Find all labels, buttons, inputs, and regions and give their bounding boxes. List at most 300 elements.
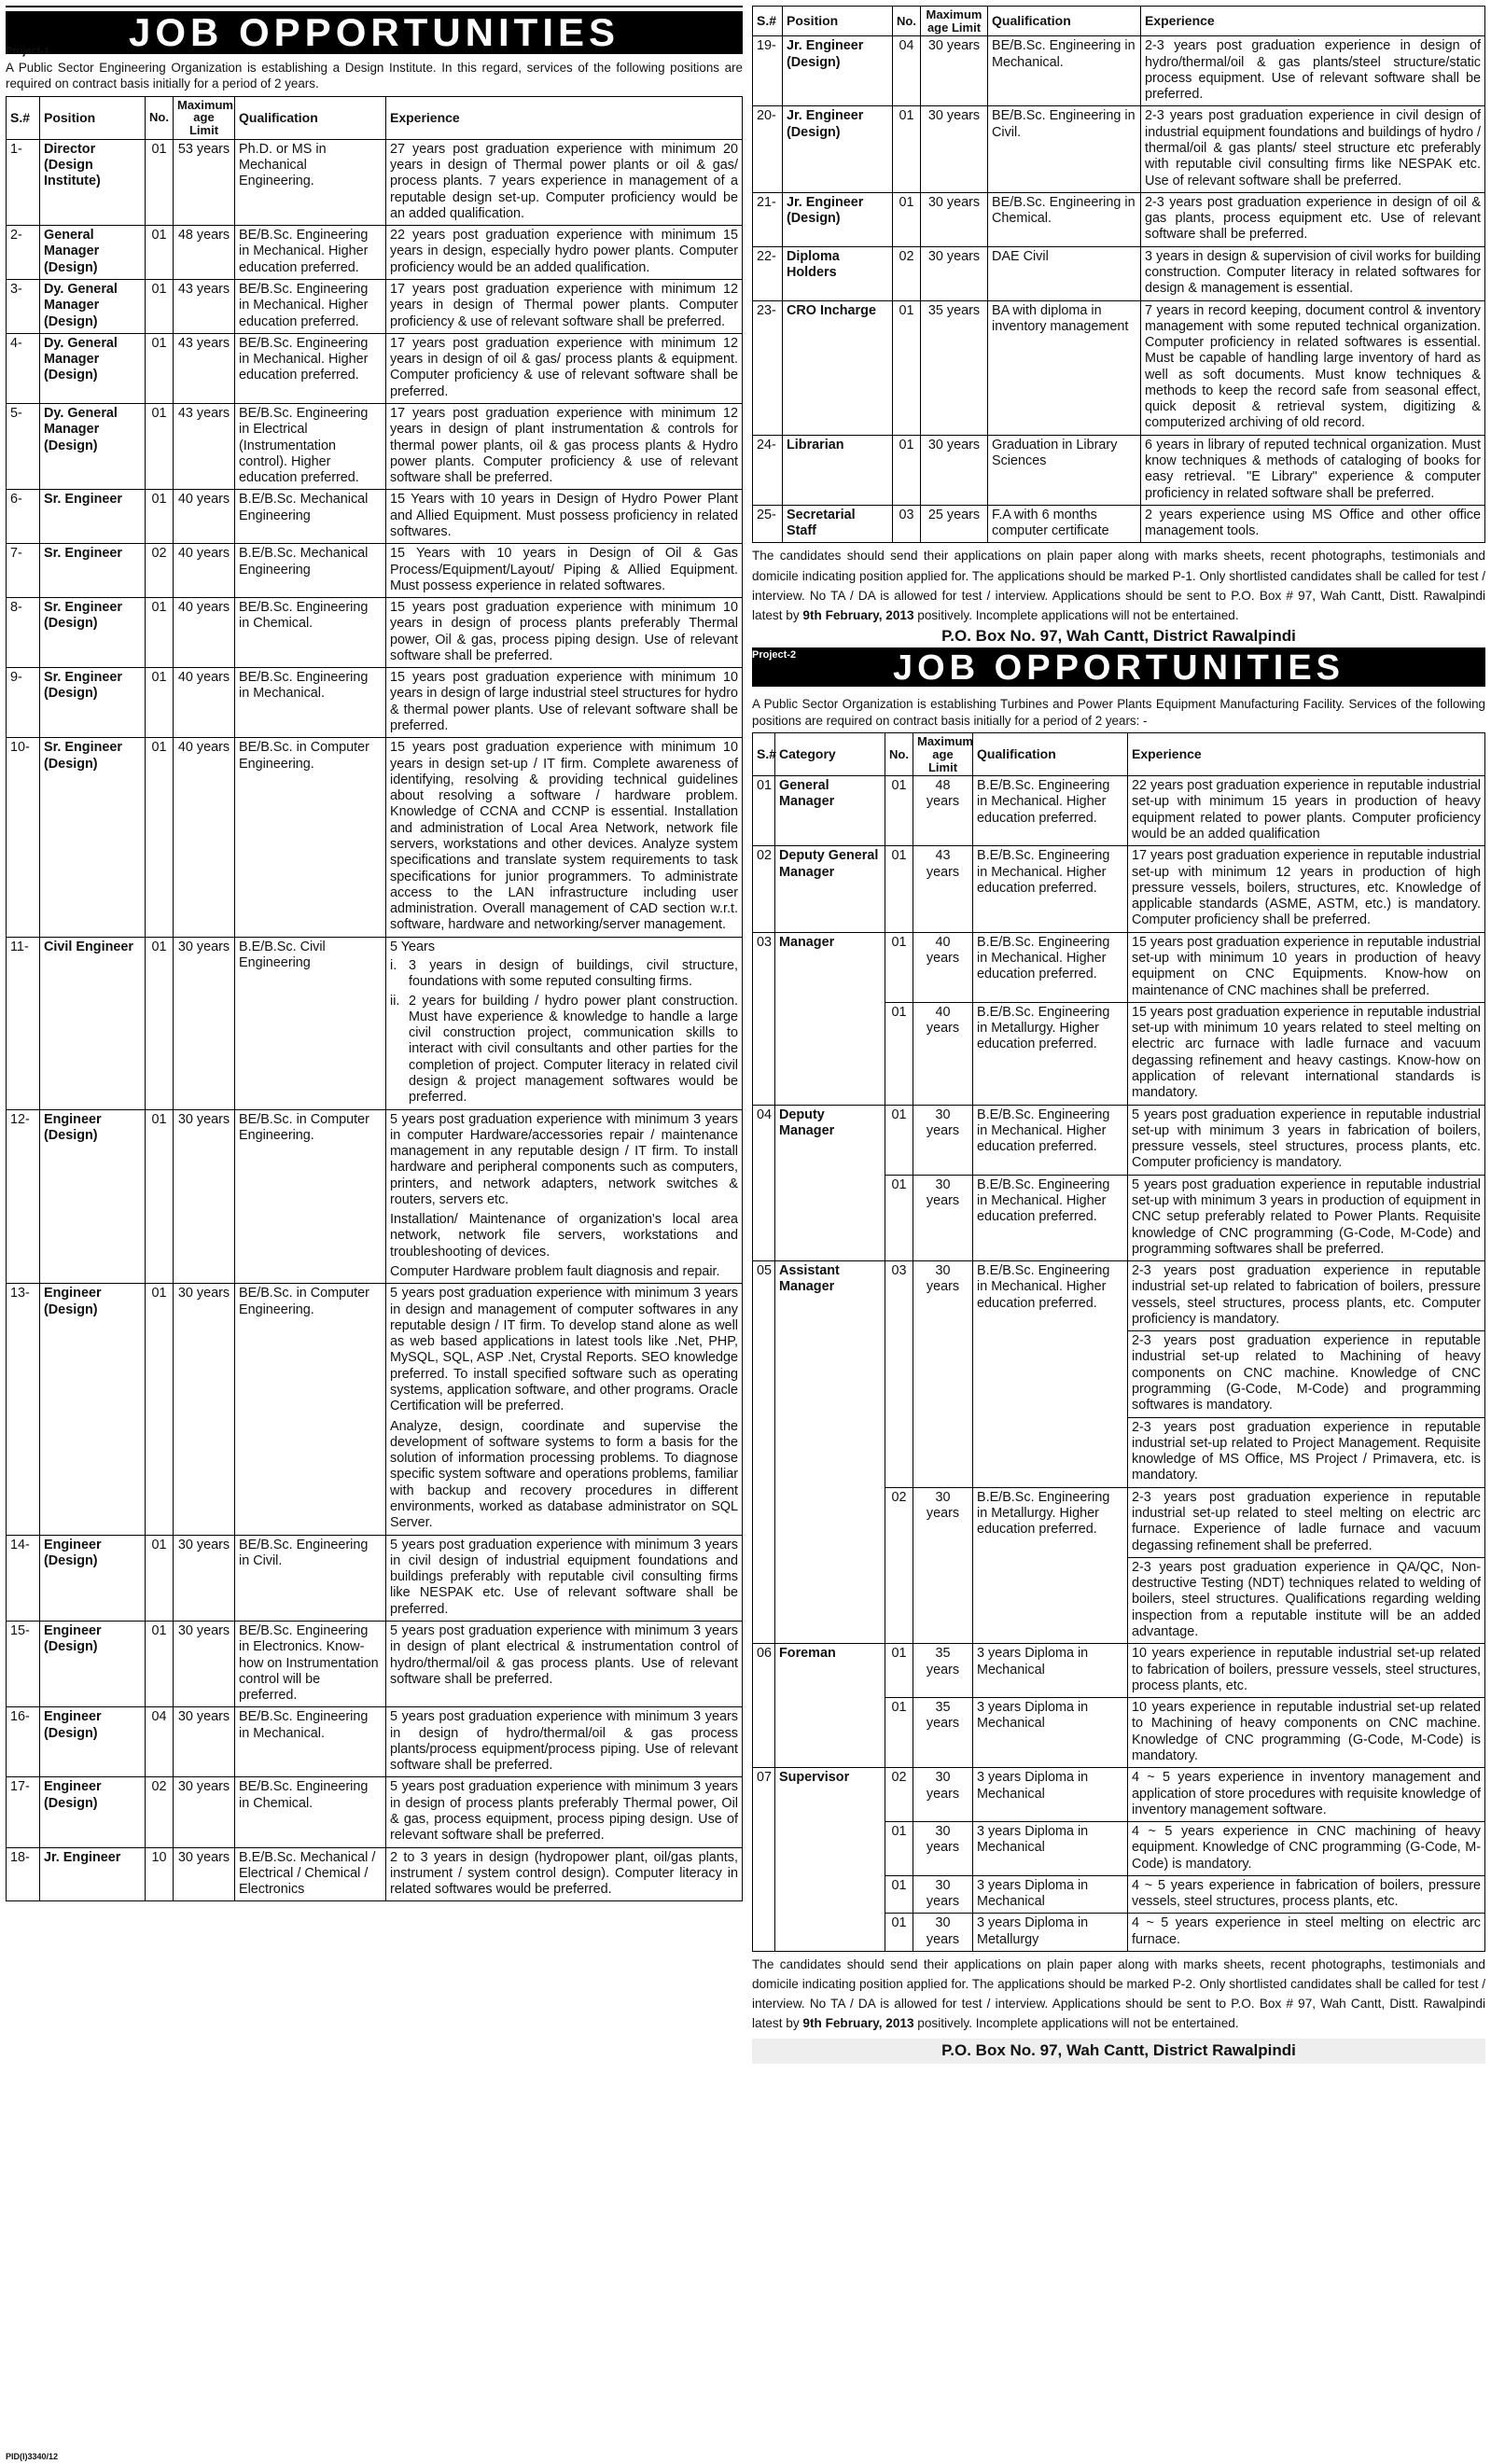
project2-intro: A Public Sector Organization is establishing Turbines and Power Plants Equipment Manufacturing Facility. Services of the following positions are required on contract basis initially for a period of 2 years: - bbox=[752, 697, 1485, 728]
row-sn: 02 bbox=[753, 846, 775, 932]
row-qualification: DAE Civil bbox=[988, 246, 1141, 300]
row-sn: 21- bbox=[753, 192, 783, 246]
experience-paragraph: 5 years post graduation experience with minimum 3 years in computer Hardware/accessories repair / maintenance management in any reputable design / IT firm. To install hardware and peripheral components such as computers, printers, and network adapters, network switches & routers, servers etc. bbox=[390, 1111, 738, 1207]
table-row bbox=[753, 1768, 1485, 1822]
experience-paragraph: Computer Hardware problem fault diagnosis and repair. bbox=[390, 1264, 720, 1280]
row-age: 53 years bbox=[174, 139, 235, 225]
row-age: 30 years bbox=[174, 937, 235, 1109]
row-experience: 15 years post graduation experience in reputable industrial set-up with minimum 10 years related to steel melting on electric arc furnace with ladle furnace and vacuum degassing refinement and heavy castings. Know-how on application of relevant international standards is mandatory. bbox=[1128, 1002, 1485, 1105]
project2-footer-note bbox=[752, 1955, 1485, 2033]
row-sn: 11- bbox=[7, 937, 40, 1109]
row-age: 30 years bbox=[921, 435, 988, 505]
row-position: Engineer (Design) bbox=[40, 1535, 146, 1621]
row-position: Sr. Engineer (Design) bbox=[40, 598, 146, 668]
row-experience: 5 years post graduation experience with minimum 3 years in design of process plants preferably Thermal power, Oil & gas, process equipment, process piping design. Use of relevant software shall be preferred. bbox=[386, 1777, 743, 1847]
row-no: 02 bbox=[146, 1777, 174, 1847]
project1-footer-note bbox=[752, 546, 1485, 624]
row-no: 01 bbox=[146, 1284, 174, 1535]
row-position: Engineer (Design) bbox=[40, 1109, 146, 1284]
experience-item bbox=[390, 958, 738, 991]
row-sn: 15- bbox=[7, 1621, 40, 1706]
table-row bbox=[7, 333, 743, 403]
row-position: Engineer (Design) bbox=[40, 1777, 146, 1847]
project2-address: P.O. Box No. 97, Wah Cantt, District Rawalpindi bbox=[752, 2039, 1485, 2064]
row-qualification: B.E/B.Sc. Mechanical Engineering bbox=[235, 544, 386, 598]
row-age: 40 years bbox=[174, 544, 235, 598]
row-experience: 2-3 years post graduation experience in reputable industrial set-up related to steel melting on electric arc furnace. Experience of ladle furnace and vacuum degassing refinement shall be preferred. bbox=[1128, 1487, 1485, 1557]
row-no: 01 bbox=[893, 192, 921, 246]
row-age: 35 years bbox=[913, 1698, 973, 1768]
row-experience: 5 years post graduation experience with minimum 3 years in design of hydro/thermal/oil & gas process plants/process equipment/process piping. Use of relevant software shall be preferred. bbox=[386, 1707, 743, 1777]
row-age: 40 years bbox=[913, 932, 973, 1002]
row-no: 01 bbox=[885, 1698, 913, 1768]
table-row bbox=[7, 1535, 743, 1621]
header-experience: Experience bbox=[1128, 733, 1485, 776]
row-category: Assistant Manager bbox=[775, 1261, 885, 1644]
row-no: 02 bbox=[893, 246, 921, 300]
row-experience: 27 years post graduation experience with minimum 20 years in design of Thermal power plants or oil & gas/ process plants. 7 years experience in management of a reputable design set-up. Computer proficiency would be an added qualification. bbox=[386, 139, 743, 225]
row-no: 01 bbox=[146, 403, 174, 489]
row-no: 01 bbox=[885, 1822, 913, 1876]
row-experience: 17 years post graduation experience with minimum 12 years in design of oil & gas/ process plants & equipment. Computer proficiency & use of relevant software shall be preferred. bbox=[386, 333, 743, 403]
row-qualification: 3 years Diploma in Mechanical bbox=[973, 1768, 1128, 1822]
row-sn: 14- bbox=[7, 1535, 40, 1621]
project1-intro: A Public Sector Engineering Organization is establishing a Design Institute. In this regard, services of the following positions are required on contract basis initially for a period of 2 years. bbox=[6, 61, 743, 91]
row-position: Sr. Engineer (Design) bbox=[40, 668, 146, 738]
row-sn: 5- bbox=[7, 403, 40, 489]
row-qualification: BE/B.Sc. Engineering in Electronics. Know-how on Instrumentation control will be preferred. bbox=[235, 1621, 386, 1706]
row-position: Jr. Engineer (Design) bbox=[783, 36, 893, 106]
row-no: 01 bbox=[146, 280, 174, 334]
row-age: 30 years bbox=[174, 1621, 235, 1706]
row-age: 30 years bbox=[174, 1777, 235, 1847]
header-sn: S.# bbox=[753, 7, 783, 36]
row-qualification: 3 years Diploma in Mechanical bbox=[973, 1644, 1128, 1698]
row-no: 10 bbox=[146, 1847, 174, 1901]
row-sn: 23- bbox=[753, 300, 783, 435]
footer-deadline: 9th February, 2013 bbox=[802, 607, 914, 622]
row-category: Supervisor bbox=[775, 1768, 885, 1952]
row-sn: 17- bbox=[7, 1777, 40, 1847]
row-experience: 15 years post graduation experience with minimum 10 years in design of process plants preferably Thermal power, Oil & gas, process piping design. Use of relevant software shall be preferred. bbox=[386, 598, 743, 668]
project1-column bbox=[6, 6, 743, 1901]
row-no: 02 bbox=[885, 1768, 913, 1822]
row-qualification: B.E/B.Sc. Engineering in Mechanical. Higher education preferred. bbox=[973, 776, 1128, 846]
row-no: 01 bbox=[146, 1621, 174, 1706]
row-no: 01 bbox=[885, 846, 913, 932]
row-experience: 5 years post graduation experience in reputable industrial set-up with minimum 3 years in production of equipment in CNC setup preferably related to Power Plants. Requisite knowledge of CNC programming (G-Code, M-Code) and programming softwares shall be preferred. bbox=[1128, 1175, 1485, 1260]
row-qualification: BE/B.Sc. Engineering in Mechanical. Higher education preferred. bbox=[235, 333, 386, 403]
row-sn: 10- bbox=[7, 738, 40, 937]
experience-item bbox=[390, 994, 738, 1107]
row-no: 02 bbox=[146, 544, 174, 598]
row-experience: 22 years post graduation experience with minimum 15 years in design, especially hydro power plants. Computer proficiency would be an added qualification. bbox=[386, 226, 743, 280]
row-experience: 4 ~ 5 years experience in steel melting on electric arc furnace. bbox=[1128, 1914, 1485, 1952]
row-qualification: BE/B.Sc. in Computer Engineering. bbox=[235, 1284, 386, 1535]
table-row bbox=[753, 300, 1485, 435]
row-qualification: BE/B.Sc. Engineering in Chemical. bbox=[988, 192, 1141, 246]
table-row bbox=[7, 403, 743, 489]
footer-text-end: positively. Incomplete applications will not be entertained. bbox=[913, 2016, 1239, 2031]
header-age: Maximum age Limit bbox=[174, 96, 235, 139]
row-no: 01 bbox=[146, 598, 174, 668]
row-sn: 06 bbox=[753, 1644, 775, 1768]
row-qualification: 3 years Diploma in Metallurgy bbox=[973, 1914, 1128, 1952]
row-age: 40 years bbox=[174, 490, 235, 544]
row-experience: 2-3 years post graduation experience in QA/QC, Non-destructive Testing (NDT) techniques related to welding of boilers, steel structures. Qualifications regarding welding inspection from a reputable institute will be an added advantage. bbox=[1128, 1557, 1485, 1643]
row-sn: 22- bbox=[753, 246, 783, 300]
row-qualification: BE/B.Sc. Engineering in Civil. bbox=[988, 106, 1141, 192]
header-qualification: Qualification bbox=[988, 7, 1141, 36]
row-position: Jr. Engineer (Design) bbox=[783, 192, 893, 246]
row-no: 01 bbox=[885, 776, 913, 846]
row-experience: 15 Years with 10 years in Design of Hydro Power Plant and Allied Equipment. Must possess proficiency in related softwares. bbox=[386, 490, 743, 544]
row-no: 01 bbox=[146, 738, 174, 937]
row-age: 48 years bbox=[174, 226, 235, 280]
row-experience: 7 years in record keeping, document control & inventory management with some reputed technical organization. Computer proficiency in related softwares is essential. Must be capable of handling large inventory of hard as well as soft documents. Must know techniques & methods to keep the record safe from seasonal effect, quick deposit & retrieval system, digitizing & computerized archiving of old record. bbox=[1141, 300, 1485, 435]
experience-lead: 5 Years bbox=[390, 939, 436, 954]
row-age: 30 years bbox=[174, 1535, 235, 1621]
row-position: Jr. Engineer (Design) bbox=[783, 106, 893, 192]
row-qualification: BA with diploma in inventory management bbox=[988, 300, 1141, 435]
row-category: Manager bbox=[775, 932, 885, 1105]
table-row bbox=[753, 776, 1485, 846]
footer-text-end: positively. Incomplete applications will not be entertained. bbox=[913, 607, 1239, 622]
row-age: 30 years bbox=[921, 106, 988, 192]
row-position: Jr. Engineer bbox=[40, 1847, 146, 1901]
row-experience: 5 years post graduation experience with minimum 3 years in design of plant electrical & instrumentation control of hydro/thermal/oil & gas process plants. Use of relevant software shall be preferred. bbox=[386, 1621, 743, 1706]
project2-tag: Project-2 bbox=[752, 649, 797, 661]
row-position: Director (Design Institute) bbox=[40, 139, 146, 225]
header-position: Position bbox=[783, 7, 893, 36]
row-experience: 2-3 years post graduation experience in reputable industrial set-up related to Project Management. Requisite knowledge of MS Office, MS Project / Primavera, etc. is mandatory. bbox=[1128, 1417, 1485, 1487]
experience-paragraph: Installation/ Maintenance of organization's local area network, network file servers, workstations and troubleshooting of devices. bbox=[390, 1212, 738, 1260]
row-age: 35 years bbox=[913, 1644, 973, 1698]
project1-header-row bbox=[7, 96, 743, 139]
project2-rows bbox=[753, 776, 1485, 1952]
table-row bbox=[7, 598, 743, 668]
row-experience: 15 years post graduation experience with minimum 10 years in design set-up / IT firm. Complete awareness of identifying, resolving & providing technical guidelines about resolving a software / hardware problem. Knowledge of CCNA and CCNP is essential. Installation and administration of Local Area Network, network file servers, workstations and other devices. Analyze system specifications and translate system requirements to task specifications for junior programmers. To administrate access to the LAN infrastructure including user administration. Overall management of CAD section w.r.t. software, hardware and networking/server management. bbox=[386, 738, 743, 937]
row-qualification: BE/B.Sc. Engineering in Chemical. bbox=[235, 598, 386, 668]
row-age: 30 years bbox=[921, 246, 988, 300]
row-sn: 4- bbox=[7, 333, 40, 403]
project1-table-continued bbox=[752, 6, 1485, 543]
row-age: 30 years bbox=[913, 1261, 973, 1488]
row-position: Diploma Holders bbox=[783, 246, 893, 300]
header-position: Position bbox=[40, 96, 146, 139]
row-qualification: BE/B.Sc. Engineering in Mechanical. bbox=[988, 36, 1141, 106]
table-row bbox=[7, 1707, 743, 1777]
row-no: 01 bbox=[885, 1175, 913, 1260]
row-position: Engineer (Design) bbox=[40, 1621, 146, 1706]
row-category: General Manager bbox=[775, 776, 885, 846]
row-qualification: BE/B.Sc. Engineering in Mechanical. bbox=[235, 1707, 386, 1777]
row-no: 01 bbox=[885, 1105, 913, 1175]
header-category: Category bbox=[775, 733, 885, 776]
table-row bbox=[7, 544, 743, 598]
header-experience: Experience bbox=[1141, 7, 1485, 36]
row-position: Secretarial Staff bbox=[783, 505, 893, 543]
item-text: 2 years for building / hydro power plant construction. Must have experience & knowledge to handle a large civil construction project, communication skills to interact with civil consultants and other parties for the completion of project. Computer literacy in related civil design & project management softwares would be preferred. bbox=[409, 993, 738, 1106]
row-experience: 2-3 years post graduation experience in reputable industrial set-up related to fabrication of boilers, pressure vessels, steel structures, process plants, etc. Computer proficiency is mandatory. bbox=[1128, 1261, 1485, 1331]
header-age: Maximum age Limit bbox=[921, 7, 988, 36]
row-qualification: B.E/B.Sc. Mechanical Engineering bbox=[235, 490, 386, 544]
row-no: 01 bbox=[893, 300, 921, 435]
row-qualification: F.A with 6 months computer certificate bbox=[988, 505, 1141, 543]
row-no: 01 bbox=[885, 932, 913, 1002]
footer-deadline: 9th February, 2013 bbox=[802, 2016, 914, 2031]
row-qualification: B.E/B.Sc. Engineering in Metallurgy. Higher education preferred. bbox=[973, 1487, 1128, 1644]
row-sn: 03 bbox=[753, 932, 775, 1105]
row-experience: 10 years experience in reputable industrial set-up related to Machining of heavy components on CNC machine. Knowledge of CNC programming (G-Code, M-Code) is mandatory. bbox=[1128, 1698, 1485, 1768]
row-qualification: 3 years Diploma in Mechanical bbox=[973, 1822, 1128, 1876]
table-row bbox=[753, 1644, 1485, 1698]
row-age: 40 years bbox=[913, 1002, 973, 1105]
row-category: Deputy General Manager bbox=[775, 846, 885, 932]
row-experience bbox=[386, 937, 743, 1109]
header-no: No. bbox=[885, 733, 913, 776]
row-age: 43 years bbox=[913, 846, 973, 932]
header-age: Maximum age Limit bbox=[913, 733, 973, 776]
row-no: 01 bbox=[885, 1002, 913, 1105]
table-row bbox=[753, 246, 1485, 300]
row-experience: 17 years post graduation experience with minimum 12 years in design of plant instrumentation & controls for thermal power plants, oil & gas process plants & Hydro power plants. Computer proficiency & use of relevant software shall be preferred. bbox=[386, 403, 743, 489]
table-row bbox=[7, 490, 743, 544]
row-no: 01 bbox=[146, 1109, 174, 1284]
row-no: 01 bbox=[146, 1535, 174, 1621]
row-no: 01 bbox=[146, 333, 174, 403]
project1-continued-header-row bbox=[753, 7, 1485, 36]
row-qualification: B.E/B.Sc. Civil Engineering bbox=[235, 937, 386, 1109]
row-position: Sr. Engineer bbox=[40, 544, 146, 598]
row-experience: 6 years in library of reputed technical organization. Must know techniques & methods of cataloging of books for easy retrieval. "E Library" experience & computer proficiency in related software shall be preferred. bbox=[1141, 435, 1485, 505]
table-row bbox=[753, 36, 1485, 106]
row-age: 30 years bbox=[913, 1105, 973, 1175]
row-sn: 6- bbox=[7, 490, 40, 544]
row-age: 30 years bbox=[913, 1875, 973, 1914]
row-qualification: BE/B.Sc. Engineering in Chemical. bbox=[235, 1777, 386, 1847]
row-qualification: 3 years Diploma in Mechanical bbox=[973, 1698, 1128, 1768]
row-experience: 4 ~ 5 years experience in inventory management and application of store procedures with requisite knowledge of inventory management software. bbox=[1128, 1768, 1485, 1822]
row-sn: 01 bbox=[753, 776, 775, 846]
row-sn: 12- bbox=[7, 1109, 40, 1284]
row-experience: 22 years post graduation experience in reputable industrial set-up with minimum 15 years in production of heavy equipment related to power plants. Computer proficiency would be an added qualification bbox=[1128, 776, 1485, 846]
row-no: 01 bbox=[885, 1875, 913, 1914]
row-age: 40 years bbox=[174, 668, 235, 738]
row-age: 30 years bbox=[913, 1487, 973, 1644]
project2-banner bbox=[752, 647, 1485, 694]
row-sn: 2- bbox=[7, 226, 40, 280]
row-position: Sr. Engineer bbox=[40, 490, 146, 544]
row-sn: 20- bbox=[753, 106, 783, 192]
row-experience: 5 years post graduation experience in reputable industrial set-up with minimum 3 years in fabrication of boilers, pressure vessels, steel structures, process plants, etc. Computer proficiency is mandatory. bbox=[1128, 1105, 1485, 1175]
project1-address: P.O. Box No. 97, Wah Cantt, District Rawalpindi bbox=[941, 626, 1296, 645]
table-row bbox=[7, 668, 743, 738]
row-sn: 8- bbox=[7, 598, 40, 668]
row-qualification: Graduation in Library Sciences bbox=[988, 435, 1141, 505]
row-sn: 07 bbox=[753, 1768, 775, 1952]
row-age: 30 years bbox=[174, 1284, 235, 1535]
row-sn: 18- bbox=[7, 1847, 40, 1901]
experience-paragraph: 5 years post graduation experience with minimum 3 years in design and management of computer softwares in any reputable design / IT firm. To develop stand alone as well as web based applications in latest tools like .Net, PHP, MySQL, SQL, ASP .Net, Crystal Reports. SEO knowledge preferred. To install specified software such as operating systems, application software, and other programs. Oracle Certification will be preferred. bbox=[390, 1286, 738, 1414]
table-row bbox=[7, 1284, 743, 1535]
project2-heading: JOB OPPORTUNITIES bbox=[752, 649, 1485, 687]
row-experience: 15 years post graduation experience with minimum 10 years in design of large industrial steel structures for hydro & thermal power plants. Use of relevant software shall be preferred. bbox=[386, 668, 743, 738]
row-qualification: B.E/B.Sc. Mechanical / Electrical / Chemical / Electronics bbox=[235, 1847, 386, 1901]
table-row bbox=[753, 846, 1485, 932]
row-qualification: B.E/B.Sc. Engineering in Mechanical. Higher education preferred. bbox=[973, 932, 1128, 1002]
table-row bbox=[7, 1777, 743, 1847]
project1-rows bbox=[7, 139, 743, 1901]
row-experience: 17 years post graduation experience in reputable industrial set-up with minimum 12 years in production of high pressure vessels, boilers, structures, etc. Knowledge of applicable standards (ASME, ASTM, etc.) is mandatory. Computer proficiency shall be preferred. bbox=[1128, 846, 1485, 932]
row-age: 30 years bbox=[174, 1109, 235, 1284]
row-qualification: BE/B.Sc. in Computer Engineering. bbox=[235, 738, 386, 937]
row-no: 01 bbox=[893, 106, 921, 192]
row-experience: 5 years post graduation experience with minimum 3 years in civil design of industrial equipment foundations and buildings preferably with reputable civil consulting firms like NESPAK etc. Use of relevant software shall be preferred. bbox=[386, 1535, 743, 1621]
table-row bbox=[7, 1621, 743, 1706]
row-experience: 2-3 years post graduation experience in reputable industrial set-up related to Machining of heavy components on CNC machine. Knowledge of CNC programming (G-Code, M-Code) and programming softwares is mandatory. bbox=[1128, 1331, 1485, 1417]
table-row bbox=[7, 738, 743, 937]
row-no: 01 bbox=[893, 435, 921, 505]
row-experience: 2 years experience using MS Office and other office management tools. bbox=[1141, 505, 1485, 543]
row-qualification: 3 years Diploma in Mechanical bbox=[973, 1875, 1128, 1914]
row-age: 30 years bbox=[913, 1822, 973, 1876]
row-position: Engineer (Design) bbox=[40, 1284, 146, 1535]
row-no: 04 bbox=[146, 1707, 174, 1777]
row-sn: 13- bbox=[7, 1284, 40, 1535]
header-qualification: Qualification bbox=[973, 733, 1128, 776]
row-age: 30 years bbox=[913, 1768, 973, 1822]
project1-table bbox=[6, 96, 743, 1902]
row-age: 30 years bbox=[913, 1914, 973, 1952]
row-position: Engineer (Design) bbox=[40, 1707, 146, 1777]
row-position: Dy. General Manager (Design) bbox=[40, 333, 146, 403]
row-position: Dy. General Manager (Design) bbox=[40, 403, 146, 489]
table-row bbox=[753, 192, 1485, 246]
row-qualification: BE/B.Sc. Engineering in Electrical (Instrumentation control). Higher education preferred. bbox=[235, 403, 386, 489]
row-age: 48 years bbox=[913, 776, 973, 846]
row-qualification: B.E/B.Sc. Engineering in Mechanical. Higher education preferred. bbox=[973, 1261, 1128, 1488]
row-experience: 4 ~ 5 years experience in fabrication of boilers, pressure vessels, steel structures, process plants, etc. bbox=[1128, 1875, 1485, 1914]
row-experience: 15 Years with 10 years in Design of Oil & Gas Process/Equipment/Layout/ Piping & Allied Equipment. Must possess experience in related softwares. bbox=[386, 544, 743, 598]
row-qualification: BE/B.Sc. Engineering in Mechanical. Higher education preferred. bbox=[235, 226, 386, 280]
row-qualification: BE/B.Sc. Engineering in Mechanical. bbox=[235, 668, 386, 738]
row-sn: 25- bbox=[753, 505, 783, 543]
row-sn: 04 bbox=[753, 1105, 775, 1261]
table-row bbox=[753, 505, 1485, 543]
project1-tag: Project-1 bbox=[6, 45, 50, 57]
header-sn: S.# bbox=[753, 733, 775, 776]
row-no: 02 bbox=[885, 1487, 913, 1644]
row-qualification: BE/B.Sc. Engineering in Mechanical. Higher education preferred. bbox=[235, 280, 386, 334]
row-no: 01 bbox=[885, 1644, 913, 1698]
row-no: 04 bbox=[893, 36, 921, 106]
row-qualification: B.E/B.Sc. Engineering in Mechanical. Higher education preferred. bbox=[973, 1175, 1128, 1260]
table-row bbox=[7, 937, 743, 1109]
row-sn: 9- bbox=[7, 668, 40, 738]
row-sn: 16- bbox=[7, 1707, 40, 1777]
row-no: 01 bbox=[146, 668, 174, 738]
row-sn: 05 bbox=[753, 1261, 775, 1644]
project2-header-row bbox=[753, 733, 1485, 776]
row-age: 30 years bbox=[174, 1847, 235, 1901]
row-position: Dy. General Manager (Design) bbox=[40, 280, 146, 334]
item-marker: ii. bbox=[390, 993, 400, 1009]
row-no: 01 bbox=[885, 1914, 913, 1952]
row-qualification: B.E/B.Sc. Engineering in Mechanical. Higher education preferred. bbox=[973, 846, 1128, 932]
row-age: 35 years bbox=[921, 300, 988, 435]
row-position: CRO Incharge bbox=[783, 300, 893, 435]
row-position: Librarian bbox=[783, 435, 893, 505]
row-experience: 2-3 years post graduation experience in civil design of industrial equipment foundations and buildings of hydro / thermal/oil & gas plants/ steel structure etc preferably with reputable civil consulting firms like NESPAK etc. Use of relevant software shall be preferred. bbox=[1141, 106, 1485, 192]
row-experience bbox=[386, 1109, 743, 1284]
row-no: 03 bbox=[893, 505, 921, 543]
table-row bbox=[7, 1847, 743, 1901]
row-position: General Manager (Design) bbox=[40, 226, 146, 280]
table-row bbox=[753, 1261, 1485, 1331]
header-no: No. bbox=[146, 96, 174, 139]
row-experience: 4 ~ 5 years experience in CNC machining of heavy equipment. Knowledge of CNC programming (G-Code, M-Code) is mandatory. bbox=[1128, 1822, 1485, 1876]
table-row bbox=[753, 932, 1485, 1002]
table-row bbox=[7, 280, 743, 334]
header-qualification: Qualification bbox=[235, 96, 386, 139]
row-qualification: BE/B.Sc. Engineering in Civil. bbox=[235, 1535, 386, 1621]
row-experience: 2 to 3 years in design (hydropower plant, oil/gas plants, instrument / system control design). Computer literacy in related softwares would be preferred. bbox=[386, 1847, 743, 1901]
row-age: 30 years bbox=[174, 1707, 235, 1777]
print-code: PID(I)3340/12 bbox=[6, 2452, 59, 2461]
project1-banner bbox=[6, 6, 743, 58]
row-qualification: Ph.D. or MS in Mechanical Engineering. bbox=[235, 139, 386, 225]
row-experience: 2-3 years post graduation experience in design of hydro/thermal/oil & gas plants/steel structure/static process equipment. Use of relevant software shall be preferred. bbox=[1141, 36, 1485, 106]
row-no: 01 bbox=[146, 490, 174, 544]
row-age: 43 years bbox=[174, 403, 235, 489]
row-sn: 24- bbox=[753, 435, 783, 505]
row-sn: 3- bbox=[7, 280, 40, 334]
row-age: 30 years bbox=[913, 1175, 973, 1260]
row-experience: 3 years in design & supervision of civil works for building construction. Computer literacy in related softwares for design & management is essential. bbox=[1141, 246, 1485, 300]
row-experience bbox=[386, 1284, 743, 1535]
row-experience: 2-3 years post graduation experience in design of oil & gas plants, process equipment etc. Use of relevant software shall be preferred. bbox=[1141, 192, 1485, 246]
item-marker: i. bbox=[390, 957, 397, 973]
table-row bbox=[753, 435, 1485, 505]
row-sn: 19- bbox=[753, 36, 783, 106]
row-sn: 1- bbox=[7, 139, 40, 225]
project1-continued-rows bbox=[753, 36, 1485, 543]
table-row bbox=[753, 1105, 1485, 1175]
row-age: 30 years bbox=[921, 36, 988, 106]
row-age: 43 years bbox=[174, 333, 235, 403]
row-category: Deputy Manager bbox=[775, 1105, 885, 1261]
row-age: 30 years bbox=[921, 192, 988, 246]
table-row bbox=[7, 226, 743, 280]
row-age: 40 years bbox=[174, 738, 235, 937]
row-qualification: BE/B.Sc. in Computer Engineering. bbox=[235, 1109, 386, 1284]
footer-text: The candidates should send their applications on plain paper along with marks sheets, recent photographs, testimonials and domicile indicating position applied for. The applications should be marked P-1. Only shortlisted candidates shall be called for test / interview. No TA / DA is allowed for test / interview. Applications should be sent to P.O. Box # 97, Wah Cantt, Distt. Rawalpindi latest by bbox=[752, 549, 1485, 622]
row-position: Sr. Engineer (Design) bbox=[40, 738, 146, 937]
header-no: No. bbox=[893, 7, 921, 36]
row-experience: 15 years post graduation experience in reputable industrial set-up with minimum 10 years in production of heavy equipment on CNC Equipments. Know-how on maintenance of CNC machines shall be preferred. bbox=[1128, 932, 1485, 1002]
row-age: 43 years bbox=[174, 280, 235, 334]
row-no: 01 bbox=[146, 937, 174, 1109]
project2-table bbox=[752, 732, 1485, 1952]
row-no: 01 bbox=[146, 226, 174, 280]
header-sn: S.# bbox=[7, 96, 40, 139]
header-experience: Experience bbox=[386, 96, 743, 139]
table-row bbox=[7, 1109, 743, 1284]
row-position: Civil Engineer bbox=[40, 937, 146, 1109]
row-experience: 17 years post graduation experience with minimum 12 years in design of Thermal power plants. Computer proficiency & use of relevant software shall be preferred. bbox=[386, 280, 743, 334]
row-category: Foreman bbox=[775, 1644, 885, 1768]
